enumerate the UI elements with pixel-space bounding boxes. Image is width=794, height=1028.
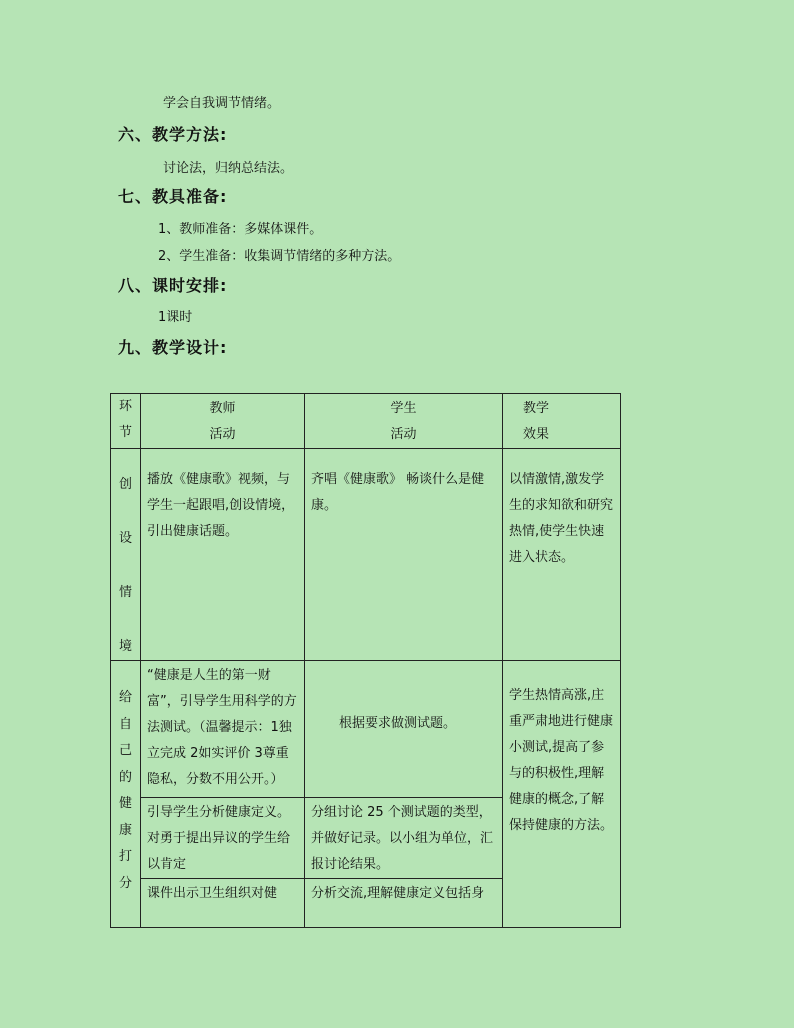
row-teacher-activity bbox=[141, 661, 305, 928]
segment-char: 境 bbox=[118, 639, 132, 654]
segment-char: 自 bbox=[118, 716, 132, 732]
table-header-row bbox=[111, 394, 621, 449]
section-heading-schedule: 八、课时安排: bbox=[118, 276, 228, 295]
header-effect-line-1: 教学 bbox=[523, 401, 550, 416]
segment-char: 情 bbox=[118, 585, 132, 600]
section-line-student-prep: 2、学生准备：收集调节情绪的多种方法。 bbox=[158, 249, 401, 264]
teacher-activity-part-2: 引导学生分析健康定义。对勇于提出异议的学生给以肯定 bbox=[141, 798, 304, 879]
segment-char: 康 bbox=[118, 822, 132, 838]
header-student-line-1: 学生 bbox=[390, 401, 417, 416]
header-teacher-line-2: 活动 bbox=[209, 427, 236, 442]
teaching-design-table bbox=[110, 393, 621, 928]
student-activity-part-2: 分组讨论 25 个测试题的类型，并做好记录。以小组为单位，汇报讨论结果。 bbox=[305, 798, 502, 879]
section-line-teacher-prep: 1、教师准备：多媒体课件。 bbox=[158, 222, 323, 237]
row-student-activity bbox=[305, 661, 503, 928]
section-line-schedule: 1课时 bbox=[158, 310, 193, 325]
row-teaching-effect bbox=[503, 449, 621, 661]
segment-char: 给 bbox=[118, 690, 132, 705]
student-activity-part-1: 根据要求做测试题。 bbox=[305, 661, 502, 798]
row-teaching-effect bbox=[503, 661, 621, 928]
header-effect-line-2: 效果 bbox=[523, 427, 550, 442]
segment-char: 创 bbox=[118, 477, 132, 492]
header-student bbox=[305, 394, 503, 449]
header-student-line-2: 活动 bbox=[390, 427, 417, 442]
segment-char: 健 bbox=[118, 796, 132, 811]
header-segment-line-1: 环 bbox=[118, 399, 132, 414]
segment-char: 己 bbox=[118, 743, 132, 758]
section-line-methods: 讨论法，归纳总结法。 bbox=[163, 161, 294, 176]
header-teacher bbox=[141, 394, 305, 449]
header-segment bbox=[111, 394, 141, 449]
student-activity-text: 齐唱《健康歌》 畅谈什么是健康。 bbox=[311, 472, 485, 513]
segment-char: 设 bbox=[118, 531, 132, 546]
row-student-activity bbox=[305, 449, 503, 661]
header-effect bbox=[503, 394, 621, 449]
row-segment-health-score bbox=[111, 661, 141, 928]
intro-line: 学会自我调节情绪。 bbox=[163, 96, 281, 111]
segment-char: 打 bbox=[118, 849, 132, 864]
header-segment-line-2: 节 bbox=[118, 425, 132, 440]
row-teacher-activity bbox=[141, 449, 305, 661]
table-row bbox=[111, 661, 621, 928]
student-activity-part-3: 分析交流,理解健康定义包括身 bbox=[311, 886, 485, 901]
row-segment-create-scene bbox=[111, 449, 141, 661]
teaching-effect-text: 学生热情高涨,庄重严肃地进行健康小测试,提高了参与的积极性,理解健康的概念,了解保持健康的方法。 bbox=[509, 688, 614, 833]
section-heading-methods: 六、教学方法: bbox=[118, 125, 228, 144]
teacher-activity-text: 播放《健康歌》视频，与学生一起跟唱,创设情境，引出健康话题。 bbox=[147, 472, 295, 539]
header-teacher-line-1: 教师 bbox=[209, 401, 236, 416]
table-row bbox=[111, 449, 621, 661]
section-heading-materials: 七、教具准备: bbox=[118, 187, 228, 206]
section-heading-design: 九、教学设计: bbox=[118, 338, 228, 357]
segment-char: 分 bbox=[118, 875, 132, 891]
teaching-effect-text: 以情激情,激发学生的求知欲和研究热情,使学生快速进入状态。 bbox=[509, 472, 614, 565]
segment-char: 的 bbox=[118, 769, 132, 785]
teacher-activity-part-3: 课件出示卫生组织对健 bbox=[147, 886, 278, 901]
teacher-activity-part-1: “健康是人生的第一财富”，引导学生用科学的方法测试。（温馨提示：1独立完成 2如实评价 3尊重隐私，分数不用公开。） bbox=[141, 661, 304, 798]
